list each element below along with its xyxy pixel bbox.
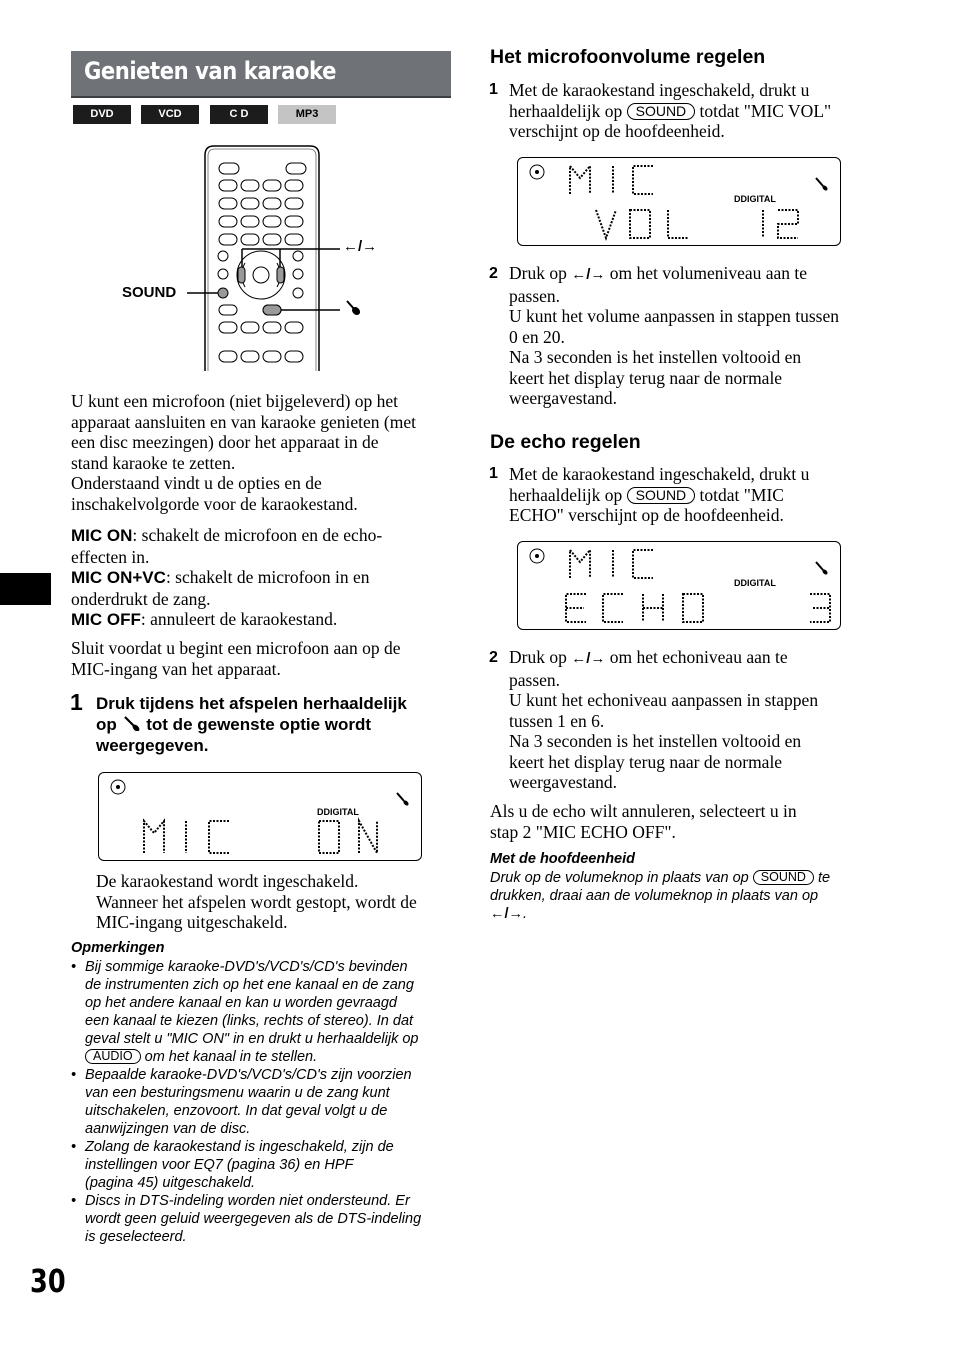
step-line: Druk op ←/→ om het echoniveau aan te [509,647,788,667]
step-line: weergegeven. [96,736,209,755]
step-line: op tot de gewenste optie wordt [96,715,372,734]
lcd-display-mic-vol [517,157,841,246]
step-line: keert het display terug naar de normale [509,367,783,388]
cancel-echo-paragraph [490,801,797,842]
step-number: 2 [489,265,498,282]
option-mic-off: MIC OFF: annuleert de karaokestand. [71,609,338,629]
badge-dvd: DVD [73,105,131,124]
step-line: weergavestand. [509,388,618,408]
page-title: Genieten van karaoke [84,57,336,85]
step-line: U kunt het volume aanpassen in stappen tussen [509,306,840,326]
step-instruction [509,263,839,409]
step-line: passen. [509,669,561,690]
arrow-keys: ←/→ [571,266,606,283]
note-item: • Discs in DTS-indeling worden niet ondersteund. Er wordt geen geluid weergegeven als de DTS-indeling is geselecteerd. [71,1193,422,1245]
intro-line: stand karaoke te zetten. [71,452,236,473]
intro-paragraph [71,391,416,514]
connect-line: MIC-ingang van het apparaat. [71,658,281,679]
step-line: Na 3 seconden is het instellen voltooid en [509,347,802,367]
step-number: 1 [489,81,498,98]
badge-vcd: VCD [141,105,199,124]
disc-icon [530,165,544,179]
step-line: keert het display terug naar de normale [509,751,783,772]
option-desc-line: onderdrukt de zang. [71,588,211,609]
step-line: U kunt het echoniveau aanpassen in stappen [509,690,819,710]
step-line: verschijnt op de hoofdeenheid. [509,121,725,141]
unit-note-title: Met de hoofdeenheid [490,851,635,867]
page-title-bar [71,51,451,98]
step-line: Met de karaokestand ingeschakeld, drukt u [509,80,810,100]
arrow-callout-label: ←/→ [343,238,378,255]
step-line: weergavestand. [509,772,618,792]
section-heading-echo: De echo regelen [490,431,641,453]
lcd-display-mic-echo [517,541,841,630]
step-line: Na 3 seconden is het instellen voltooid en [509,731,802,751]
step-instruction [509,80,831,142]
step-line: ECHO" verschijnt op de hoofdeenheid. [509,505,784,525]
badge-mp3: MP3 [278,105,336,124]
sound-callout-label: SOUND [122,284,177,301]
intro-line: U kunt een microfoon (niet bijgeleverd) op het [71,391,399,411]
digital-logo: DDIGITAL [317,807,359,817]
note-item: • Zolang de karaokestand is ingeschakeld, zijn de instellingen voor EQ7 (pagina 36) en HPF (pagina 45) uitgeschakeld. [71,1139,394,1191]
intro-line: apparaat aansluiten en van karaoke genieten (met [71,411,416,432]
sound-key: SOUND [627,487,696,504]
lcd-display-mic-on [98,772,422,861]
connect-paragraph [71,638,401,679]
step-line: 0 en 20. [509,326,565,347]
step-line: passen. [509,285,561,306]
page-number: 30 [30,1262,66,1300]
notes-title: Opmerkingen [71,940,165,956]
step-line: Druk tijdens het afspelen herhaaldelijk [96,694,407,713]
step-number: 1 [70,689,83,715]
arrow-keys: ←/→ [571,650,606,667]
step-line: Druk op ←/→ om het volumeniveau aan te [509,263,808,283]
intro-line: een disc meezingen) door het apparaat in de [71,432,379,452]
unit-note-text: Druk op de volumeknop in plaats van op SOUND te drukken, draai aan de volumeknop in plaats van op ←/→. [490,870,831,922]
digital-logo: DDIGITAL [734,578,776,588]
remote-control-illustration [115,143,405,373]
step-number: 2 [489,649,498,666]
option-mic-on-vc: MIC ON+VC: schakelt de microfoon in en [71,567,370,587]
intro-line: Onderstaand vindt u de opties en de [71,473,322,493]
step-instruction [509,464,809,526]
step-number: 1 [489,465,498,482]
step-line: Met de karaokestand ingeschakeld, drukt u [509,464,810,484]
intro-line: inschakelvolgorde voor de karaokestand. [71,493,358,514]
step-line: herhaaldelijk op SOUND totdat "MIC [509,484,784,505]
options-list [71,525,382,631]
step-line: herhaaldelijk op SOUND totdat "MIC VOL" [509,100,832,121]
cancel-line: stap 2 "MIC ECHO OFF". [490,821,676,842]
after-line: MIC-ingang uitgeschakeld. [96,912,288,932]
sound-key: SOUND [753,870,814,885]
microphone-icon [816,562,829,576]
section-tab-marker [0,573,51,605]
step-instruction [96,693,407,756]
arrow-keys: ←/→ [490,906,524,922]
microphone-icon [122,715,142,731]
disc-icon [111,780,125,794]
note-item: • Bepaalde karaoke-DVD's/VCD's/CD's zijn voorzien van een besturingsmenu waarin u de zang kunt uitschakelen, enzovoort. In dat geval volgt u de aanwijzingen van de disc. [71,1067,412,1137]
microphone-icon [397,793,410,807]
notes-list [71,958,455,1246]
connect-line: Sluit voordat u begint een microfoon aan op de [71,638,401,658]
cancel-line: Als u de echo wilt annuleren, selecteert u in [490,801,797,821]
step-line: tussen 1 en 6. [509,710,605,731]
option-desc-line: effecten in. [71,546,150,567]
digital-logo: DDIGITAL [734,194,776,204]
step-instruction [509,647,818,793]
sound-key: SOUND [627,103,696,120]
note-item: • Bij sommige karaoke-DVD's/VCD's/CD's bevinden de instrumenten zich op het ene kanaal en de zang op het andere kanaal en kan u worden gevraagd een kanaal te kiezen (links, rechts of stereo). In dat geval stelt u "MIC ON" in en drukt u herhaaldelijk op AUDIO om het kanaal in te stellen. [71,959,419,1065]
section-heading-volume: Het microfoonvolume regelen [490,46,766,68]
after-line: Wanneer het afspelen wordt gestopt, wordt de [96,891,417,912]
audio-key: AUDIO [85,1049,141,1064]
badge-cd: C D [210,105,268,124]
after-step-text [96,871,417,933]
disc-icon [530,549,544,563]
after-line: De karaokestand wordt ingeschakeld. [96,871,359,891]
microphone-icon [816,178,829,192]
option-mic-on: MIC ON: schakelt de microfoon en de echo- [71,525,383,545]
